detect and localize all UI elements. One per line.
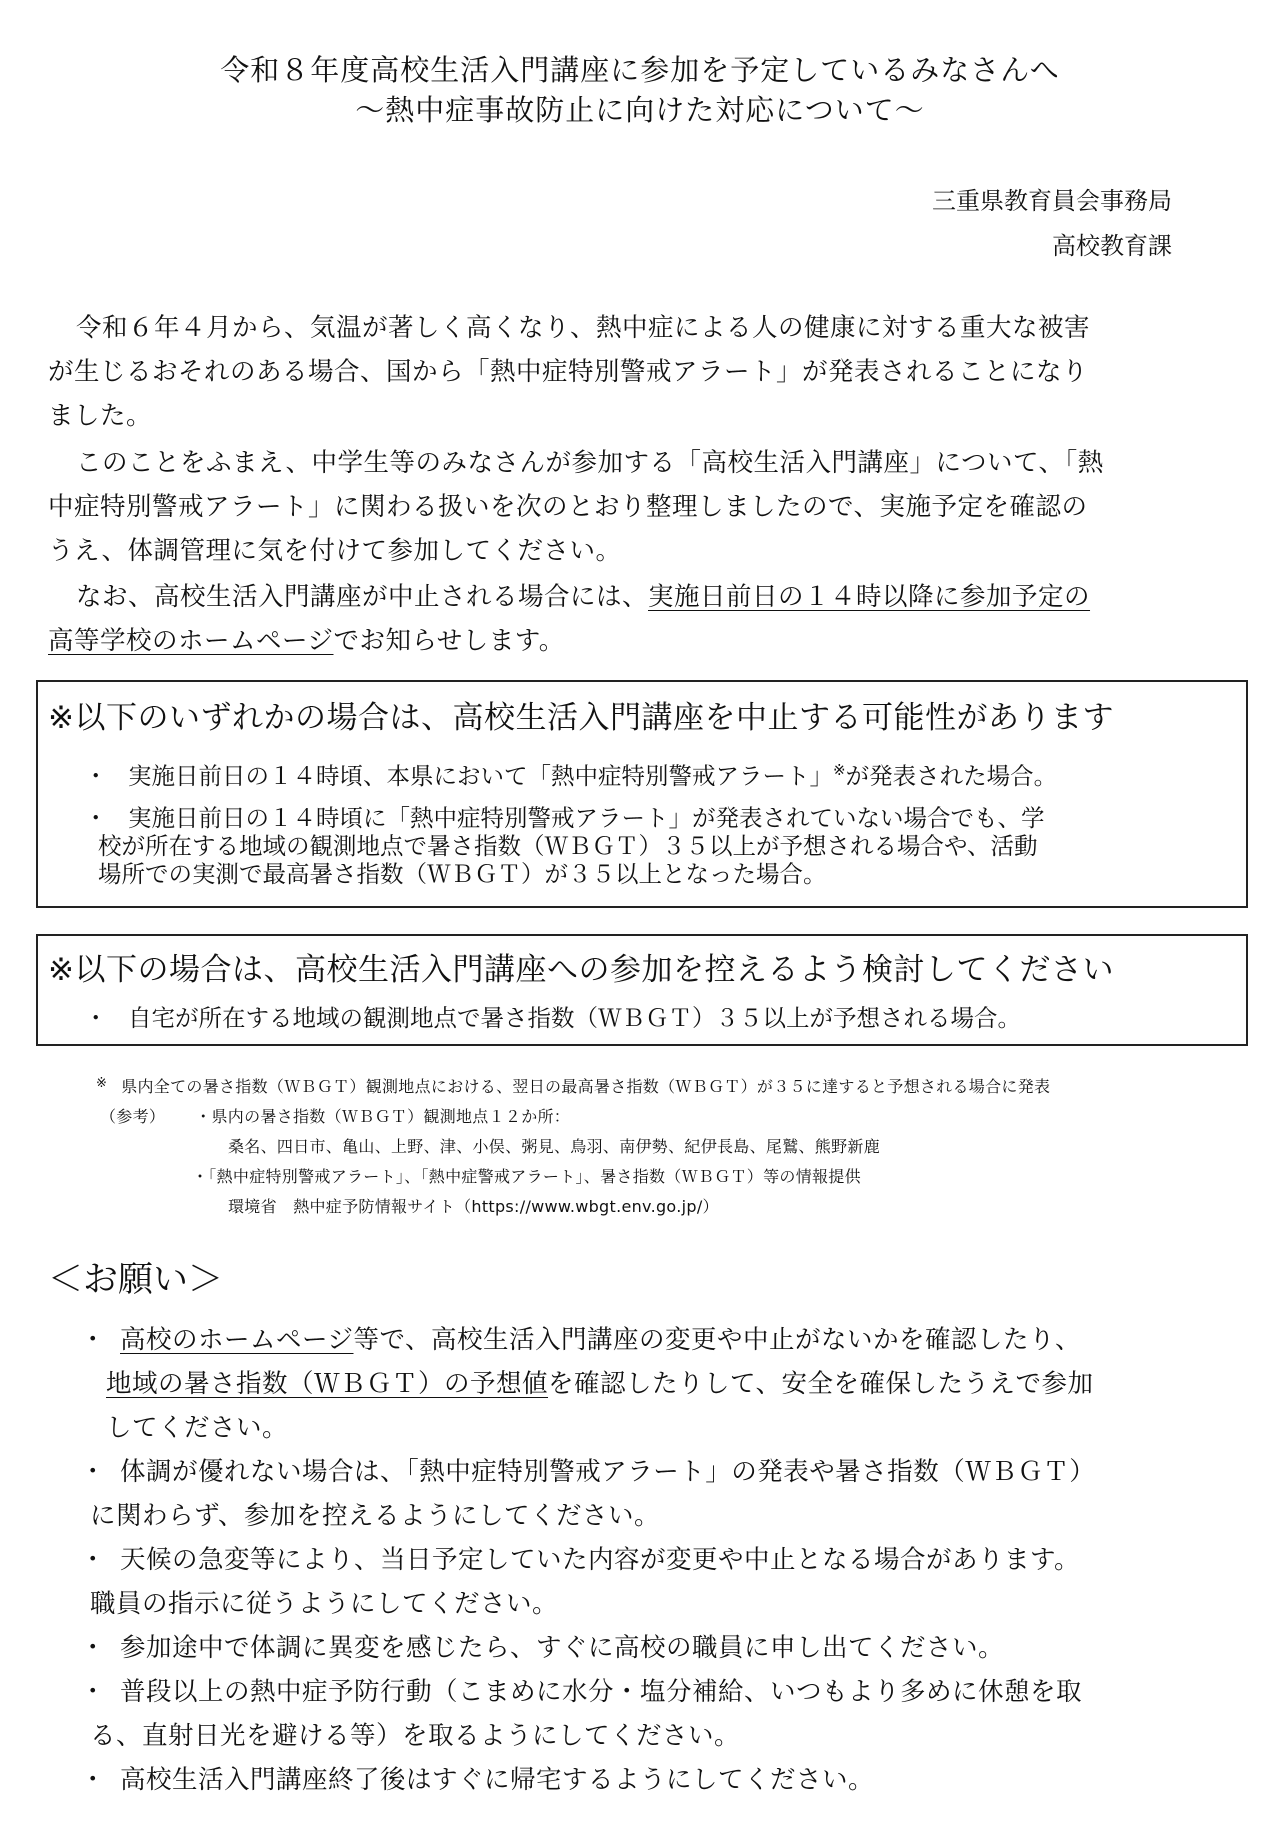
intro-p3-underlined: 高等学校のホームページ — [48, 626, 334, 656]
request-item-6 — [80, 1758, 1240, 1802]
bullet-mark: ・ — [80, 1633, 107, 1663]
footnote-mark: ※ — [833, 761, 846, 779]
cancellation-box — [36, 680, 1248, 908]
request-item-1 — [80, 1318, 1240, 1450]
cancellation-item-2-text: 校が所在する地域の観測地点で暑さ指数（ＷＢＧＴ）３５以上が予想される場合や、活動 — [98, 832, 1038, 860]
intro-p3-text: でお知らせします。 — [333, 626, 565, 656]
request-item-2 — [80, 1450, 1240, 1538]
request-text: 普段以上の熱中症予防行動（こまめに水分・塩分補給、いつもより多めに休憩を取 — [120, 1677, 1083, 1707]
bullet-mark: ・ — [80, 1677, 107, 1707]
refrain-item-1-text: 自宅が所在する地域の観測地点で暑さ指数（ＷＢＧＴ）３５以上が予想される場合。 — [128, 1004, 1021, 1032]
bullet-mark: ・ — [84, 1004, 108, 1032]
cancellation-item-2 — [84, 804, 1045, 888]
reference-station-list: 桑名、四日市、亀山、上野、津、小俣、粥見、鳥羽、南伊勢、紀伊長島、尾鷲、熊野新鹿 — [228, 1137, 881, 1156]
refrain-item-1 — [84, 1004, 1021, 1032]
intro-paragraph-3 — [48, 575, 1232, 663]
bullet-mark: ・ — [84, 762, 108, 790]
intro-p1-line: 令和６年４月から、気温が著しく高くなり、熱中症による人の健康に対する重大な被害 — [76, 313, 1091, 343]
bullet-mark: ・ — [80, 1457, 107, 1487]
request-text: に関わらず、参加を控えるようにしてください。 — [90, 1501, 660, 1531]
footnote-mark: ※ — [96, 1076, 108, 1091]
cancellation-item-1-text: 実施日前日の１４時頃、本県において「熱中症特別警戒アラート」 — [128, 762, 833, 790]
title-line-1: 令和８年度高校生活入門講座に参加を予定しているみなさんへ — [220, 53, 1060, 87]
refrain-box-heading: ※以下の場合は、高校生活入門講座への参加を控えるよう検討してください — [48, 952, 1114, 988]
request-underlined: 地域の暑さ指数（ＷＢＧＴ）の予想値 — [106, 1369, 549, 1399]
cancellation-item-2-text: 実施日前日の１４時頃に「熱中症特別警戒アラート」が発表されていない場合でも、学 — [128, 804, 1045, 832]
intro-p2-line: このことをふまえ、中学生等のみなさんが参加する「高校生活入門講座」について、「熱 — [76, 448, 1104, 478]
intro-p1-line: が生じるおそれのある場合、国から「熱中症特別警戒アラート」が発表されることになり — [48, 357, 1089, 387]
reference-line — [100, 1104, 570, 1127]
footnote — [96, 1074, 1050, 1097]
cancellation-item-1-text: が発表された場合。 — [845, 762, 1058, 790]
request-underlined: 高校のホームページ — [120, 1325, 354, 1355]
intro-p1-line: ました。 — [48, 401, 153, 431]
reference-site: 環境省 熱中症予防情報サイト（https://www.wbgt.env.go.jp/） — [228, 1197, 719, 1216]
request-text: 天候の急変等により、当日予定していた内容が変更や中止となる場合があります。 — [120, 1545, 1080, 1575]
footnote-text: 県内全ての暑さ指数（ＷＢＧＴ）観測地点における、翌日の最高暑さ指数（ＷＢＧＴ）が３５に達すると予想される場合に発表 — [121, 1077, 1051, 1096]
issuer-division: 高校教育課 — [1052, 232, 1172, 260]
request-text: 体調が優れない場合は、「熱中症特別警戒アラート」の発表や暑さ指数（ＷＢＧＴ） — [120, 1457, 1096, 1487]
request-text: る、直射日光を避ける等）を取るようにしてください。 — [90, 1721, 741, 1751]
intro-p3-text: なお、高校生活入門講座が中止される場合には、 — [76, 582, 649, 612]
intro-p2-line: 中症特別警戒アラート」に関わる扱いを次のとおり整理しましたので、実施予定を確認の — [48, 492, 1088, 522]
request-item-3 — [80, 1538, 1240, 1626]
reference-label: （参考） — [100, 1107, 166, 1126]
bullet-mark: ・ — [80, 1765, 107, 1795]
request-text: 等で、高校生活入門講座の変更や中止がないかを確認したり、 — [353, 1325, 1081, 1355]
request-text: してください。 — [106, 1413, 289, 1443]
bullet-mark: ・ — [80, 1325, 107, 1355]
cancellation-box-heading: ※以下のいずれかの場合は、高校生活入門講座を中止する可能性があります — [48, 700, 1114, 736]
request-text: を確認したりして、安全を確保したうえで参加 — [548, 1369, 1094, 1399]
bullet-mark: ・ — [80, 1545, 107, 1575]
title-line-2: ～熱中症事故防止に向けた対応について～ — [355, 93, 925, 127]
request-text: 職員の指示に従うようにしてください。 — [90, 1589, 559, 1619]
bullet-mark: ・ — [84, 804, 108, 832]
intro-p3-underlined: 実施日前日の１４時以降に参加予定の — [648, 582, 1091, 612]
issuer-office: 三重県教育員会事務局 — [932, 187, 1172, 215]
intro-p3-line — [48, 619, 1232, 663]
request-text: 参加途中で体調に異変を感じたら、すぐに高校の職員に申し出てください。 — [120, 1633, 1005, 1663]
intro-paragraph-1 — [48, 306, 1232, 438]
request-item-4 — [80, 1626, 1240, 1670]
intro-p3-line — [48, 575, 1232, 619]
cancellation-item-2-text: 場所での実測で最高暑さ指数（ＷＢＧＴ）が３５以上となった場合。 — [98, 860, 827, 888]
intro-p2-line: うえ、体調管理に気を付けて参加してください。 — [48, 536, 622, 566]
request-text: 高校生活入門講座終了後はすぐに帰宅するようにしてください。 — [120, 1765, 875, 1795]
cancellation-item-1 — [84, 756, 1057, 790]
request-item-5 — [80, 1670, 1240, 1758]
refrain-box — [36, 934, 1248, 1046]
reference-item: ・「熱中症特別警戒アラート」、「熱中症警戒アラート」、暑さ指数（ＷＢＧＴ）等の情報提供 — [192, 1167, 861, 1186]
requests-heading: ＜お願い＞ — [48, 1260, 224, 1300]
intro-paragraph-2 — [48, 441, 1232, 573]
reference-item: ・県内の暑さ指数（ＷＢＧＴ）観測地点１２か所： — [195, 1107, 571, 1126]
